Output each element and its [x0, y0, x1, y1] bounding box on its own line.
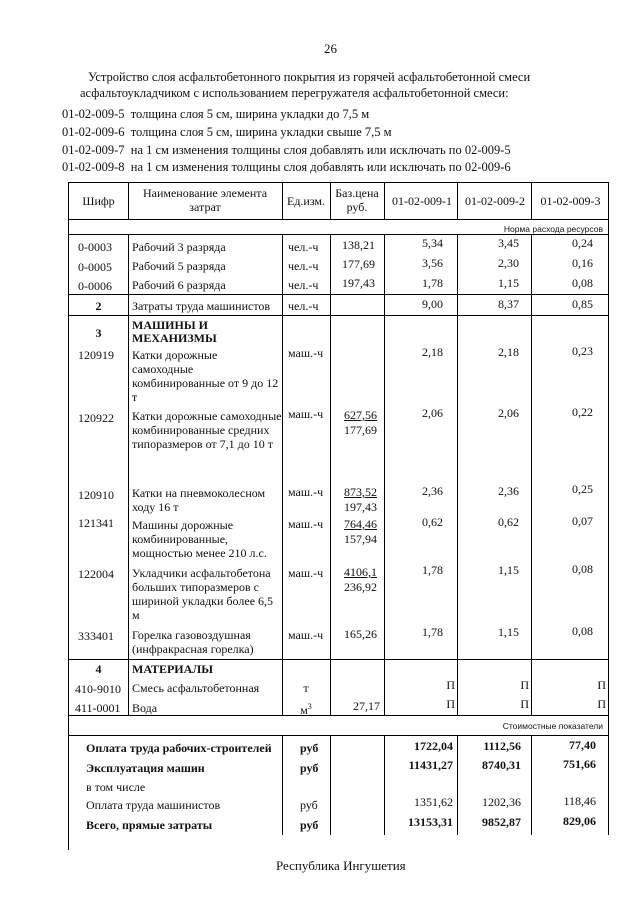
row-unit: т	[303, 681, 309, 695]
row-code: 0-0005	[78, 260, 112, 274]
row-name: Укладчики асфальтобетона больших типоразмеров с шириной укладки более 6,5 м	[132, 566, 274, 622]
row-code: 122004	[78, 567, 114, 581]
row-value-1: 2,06	[422, 406, 443, 420]
col-line-code-header	[128, 182, 129, 219]
row-price-top: 627,56	[344, 408, 377, 422]
cost-value-3: 829,06	[563, 814, 596, 828]
row-value-1: 1,78	[422, 625, 443, 639]
cost-value-1: 13153,31	[408, 815, 453, 829]
row-name: Катки дорожные самоходные комбинированные средних типоразмеров от 7,1 до 10 т	[132, 409, 282, 451]
row-value-1: 2,18	[422, 345, 443, 359]
row-unit: $м^3$	[300, 702, 312, 717]
row-value-3: 0,24	[572, 236, 593, 250]
code-item-4: 01-02-009-8 на 1 см изменения толщины слоя добавлять или исключать по 02-009-6	[62, 160, 511, 174]
row-value-2: 3,45	[498, 236, 519, 250]
row-value-2: 1,15	[498, 563, 519, 577]
header-col-1: 01-02-009-1	[392, 194, 452, 208]
table-border-left	[68, 182, 69, 850]
cost-name: Оплата труда рабочих-строителей	[86, 741, 272, 755]
row-code: 120919	[78, 348, 114, 362]
cost-value-1: 1722,04	[414, 739, 453, 753]
row-value-3: 0,85	[572, 297, 593, 311]
materials-divider	[68, 715, 609, 716]
page-number: 26	[324, 41, 337, 56]
machines-section-code: 3	[95, 326, 102, 340]
row-value-2: П	[520, 697, 529, 711]
row-name: Катки на пневмоколесном ходу 16 т	[132, 486, 266, 514]
cost-unit: руб	[300, 798, 318, 812]
row-name: Машины дорожные комбинированные, мощностью менее 210 л.с.	[132, 518, 267, 560]
row-code: 333401	[78, 629, 114, 643]
row-value-1: 9,00	[422, 297, 443, 311]
row-value-3: 0,08	[572, 624, 593, 638]
col-line-c1-header	[457, 182, 458, 219]
machines-section-title-1: МАШИНЫ И	[132, 318, 208, 332]
row-value-3: 0,08	[572, 276, 593, 290]
col-line-c2-costs	[531, 735, 532, 835]
col-line-c2	[531, 234, 532, 715]
row-price: 27,17	[353, 699, 380, 713]
row-unit: чел.-ч	[288, 278, 319, 292]
cost-name: в том числе	[86, 780, 146, 794]
row-price-top: 873,52	[344, 485, 377, 499]
row-value-3: П	[597, 678, 606, 692]
row-value-2: 2,06	[498, 406, 519, 420]
cost-value-3: 751,66	[563, 757, 596, 771]
row-value-2: 0,62	[498, 515, 519, 529]
row-value-2: 2,18	[498, 345, 519, 359]
row-name: Горелка газовоздушная (инфракрасная горелка)	[132, 628, 254, 656]
row-unit: маш.-ч	[288, 346, 324, 360]
row-value-3: 0,25	[572, 482, 593, 496]
header-unit: Ед.изм.	[286, 194, 326, 208]
row-price: 138,21	[342, 238, 375, 252]
table-border-top	[68, 182, 609, 183]
labor-divider	[68, 294, 609, 295]
row-code: 410-9010	[75, 682, 121, 696]
row-unit: чел.-ч	[288, 240, 319, 254]
row-value-1: 1,78	[422, 276, 443, 290]
row-value-1: 5,34	[422, 236, 443, 250]
row-value-3: 0,23	[572, 344, 593, 358]
row-name: Затраты труда машинистов	[132, 299, 271, 313]
materials-section-code: 4	[95, 662, 102, 676]
col-line-c2-header	[531, 182, 532, 219]
row-name: Вода	[132, 701, 158, 715]
row-code: 120922	[78, 411, 114, 425]
cost-value-2: 1112,56	[483, 739, 521, 753]
col-line-c1	[457, 234, 458, 715]
row-unit: чел.-ч	[288, 259, 319, 273]
row-value-1: 1,78	[422, 563, 443, 577]
cost-name: Оплата труда машинистов	[86, 798, 221, 812]
row-code: 0-0003	[78, 240, 112, 254]
cost-value-1: 1351,62	[414, 795, 453, 809]
footer-region: Республика Ингушетия	[276, 858, 406, 873]
row-price-top: 764,46	[344, 517, 377, 531]
machines-section-title-2: МЕХАНИЗМЫ	[132, 331, 217, 345]
row-value-1: 2,36	[422, 484, 443, 498]
row-price-bottom: 177,69	[344, 423, 377, 437]
row-value-3: 0,07	[572, 514, 593, 528]
row-value-2: 1,15	[498, 625, 519, 639]
row-price-bottom: 236,92	[344, 580, 377, 594]
row-value-3: 0,16	[572, 256, 593, 270]
row-price-top: 4106,1	[344, 565, 377, 579]
cost-name: Всего, прямые затраты	[86, 818, 213, 832]
col-line-price-header	[384, 182, 385, 219]
cost-value-2: 1202,36	[482, 795, 521, 809]
row-name: Смесь асфальтобетонная	[132, 681, 260, 695]
cost-label: Стоимостные показатели	[502, 721, 603, 731]
header-price: Баз.цена руб.	[335, 186, 379, 214]
header-col-3: 01-02-009-3	[540, 194, 601, 208]
cost-label-divider	[68, 735, 609, 736]
row-unit: чел.-ч	[288, 299, 319, 313]
operators-divider	[68, 315, 609, 316]
col-line-unit	[330, 234, 331, 715]
norm-label: Норма расхода ресурсов	[503, 224, 603, 234]
row-price: 177,69	[342, 257, 375, 271]
row-value-3: 0,08	[572, 562, 593, 576]
row-name: Рабочий 6 разряда	[132, 278, 226, 292]
col-line-unit-header	[330, 182, 331, 219]
cost-name: Эксплуатация машин	[86, 761, 205, 775]
col-line-price-costs	[384, 735, 385, 835]
row-name: Рабочий 3 разряда	[132, 240, 226, 254]
row-code: 2	[95, 299, 102, 313]
col-line-c1-costs	[457, 735, 458, 835]
col-line-unit-costs	[330, 735, 331, 835]
row-value-1: 0,62	[422, 515, 443, 529]
row-price: 165,26	[344, 627, 377, 641]
header-code: Шифр	[82, 194, 115, 208]
col-line-code	[128, 234, 129, 715]
intro-line-2: асфальтоукладчиком с использованием перегружателя асфальтобетонной смеси:	[80, 86, 509, 100]
row-unit: маш.-ч	[288, 517, 324, 531]
row-unit: маш.-ч	[288, 407, 324, 421]
cost-unit: руб	[300, 761, 319, 775]
row-price: 197,43	[342, 276, 375, 290]
cost-unit: руб	[300, 741, 319, 755]
col-line-name	[282, 234, 283, 715]
row-value-2: 8,37	[498, 297, 519, 311]
header-name: Наименование элемента затрат	[142, 186, 268, 214]
row-value-3: 0,22	[572, 405, 593, 419]
materials-section-title: МАТЕРИАЛЫ	[132, 662, 213, 676]
col-line-name-costs	[282, 735, 283, 835]
row-value-2: П	[520, 678, 529, 692]
row-price-bottom: 157,94	[344, 532, 377, 546]
col-line-price	[384, 234, 385, 715]
intro-line-1: Устройство слоя асфальтобетонного покрытия из горячей асфальтобетонной смеси	[88, 70, 531, 84]
row-name: Рабочий 5 разряда	[132, 259, 226, 273]
cost-unit: руб	[300, 818, 319, 832]
header-col-2: 01-02-009-2	[465, 194, 525, 208]
row-value-3: П	[597, 697, 606, 711]
code-item-3: 01-02-009-7 на 1 см изменения толщины слоя добавлять или исключать по 02-009-5	[62, 143, 511, 157]
row-code: 0-0006	[78, 279, 112, 293]
row-code: 411-0001	[75, 701, 121, 715]
cost-value-3: 118,46	[563, 794, 596, 808]
row-value-1: 3,56	[422, 256, 443, 270]
row-value-1: П	[446, 697, 455, 711]
row-value-1: П	[446, 678, 455, 692]
machines-divider	[68, 659, 609, 660]
table-border-right	[608, 182, 609, 835]
row-unit: маш.-ч	[288, 566, 324, 580]
row-value-2: 2,36	[498, 484, 519, 498]
code-item-1: 01-02-009-5 толщина слоя 5 см, ширина укладки до 7,5 м	[62, 107, 370, 121]
row-price-bottom: 197,43	[344, 500, 377, 514]
row-code: 121341	[78, 516, 114, 530]
row-unit: маш.-ч	[288, 628, 324, 642]
row-code: 120910	[78, 488, 114, 502]
cost-value-3: 77,40	[569, 738, 596, 752]
cost-value-2: 9852,87	[482, 815, 521, 829]
cost-value-2: 8740,31	[482, 758, 521, 772]
cost-value-1: 11431,27	[408, 758, 453, 772]
code-item-2: 01-02-009-6 толщина слоя 5 см, ширина укладки свыше 7,5 м	[62, 125, 392, 139]
header-divider	[68, 219, 609, 220]
row-name: Катки дорожные самоходные комбинированные от 9 до 12 т	[132, 348, 279, 404]
row-value-2: 1,15	[498, 276, 519, 290]
row-value-2: 2,30	[498, 256, 519, 270]
row-unit: маш.-ч	[288, 485, 324, 499]
